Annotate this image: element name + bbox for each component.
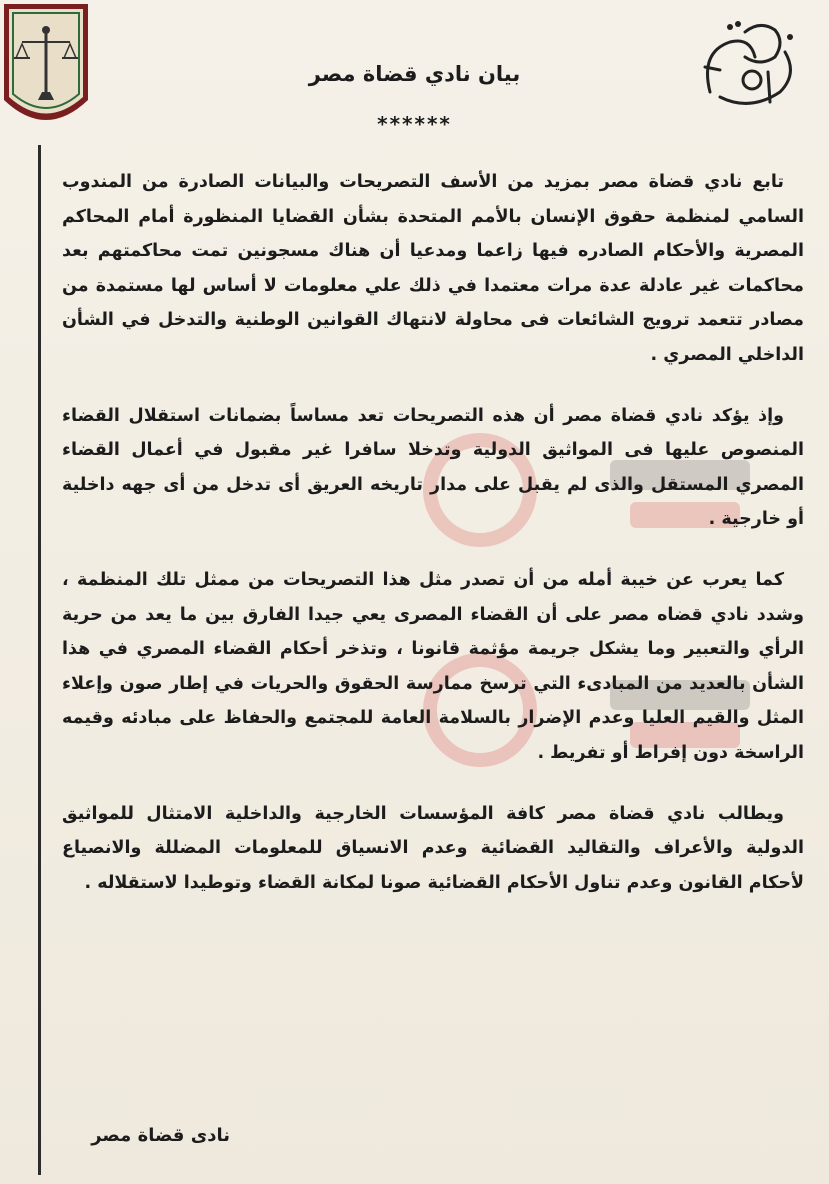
signature: نادى قضاة مصر [91, 1125, 230, 1146]
title-separator: ****** [377, 112, 452, 136]
paragraph: وإذ يؤكد نادي قضاة مصر أن هذه التصريحات تعد مساساً بضمانات استقلال القضاء المنصوص عليها فى المواثيق الدولية وتدخلا سافرا غير مقبول في أعمال القضاء المصري المستقل والذى لم يقبل على مدار تاريخه العريق أى تدخل من أى جهه داخلية أو خارجية . [62, 405, 804, 530]
paragraph: كما يعرب عن خيبة أمله من أن تصدر مثل هذا التصريحات من ممثل تلك المنظمة ، وشدد نادي قضاه مصر على أن القضاء المصرى يعي جيدا الفارق بين ما يعد من حرية الرأي والتعبير وما يشكل جريمة مؤثمة قانونا ، وتذخر أحكام القضاء المصري في هذا الشأن بالعديد من المبادىء التي ترسخ ممارسة الحقوق والحريات في إطار صون وإعلاء المثل والقيم العليا وعدم الإضرار بالسلامة العامة للمجتمع والحفاظ على مبادئه وقيمه الراسخة دون إفراط أو تفريط . [62, 569, 804, 763]
statement-title: بيان نادي قضاة مصر [308, 62, 521, 86]
margin-rule [38, 145, 41, 1175]
paragraph: ويطالب نادي قضاة مصر كافة المؤسسات الخارجية والداخلية الامتثال للمواثيق الدولية والأعراف والتقاليد القضائية وعدم الانسياق للمعلومات المضللة والانصياع لأحكام القانون وعدم تناول الأحكام القضائية صونا لمكانة القضاء وتوطيدا لاستقلاله . [62, 803, 804, 893]
paragraph: تابع نادي قضاة مصر بمزيد من الأسف التصريحات والبيانات الصادرة من المندوب السامي لمنظمة حقوق الإنسان بالأمم المتحدة بشأن القضايا المنظورة أمام المحاكم المصرية والأحكام الصادره فيها زاعما ومدعيا أن هناك مسجونين تمت محاكمتهم بعد محاكمات غير عادلة عدة مرات معتمدا في ذلك علي معلومات لا أساس لها مستمدة من مصادر تتعمد ترويج الشائعات فى محاولة لانتهاك القوانين الوطنية والتدخل في الشأن الداخلي المصري . [62, 172, 804, 365]
statement-body [62, 165, 804, 926]
